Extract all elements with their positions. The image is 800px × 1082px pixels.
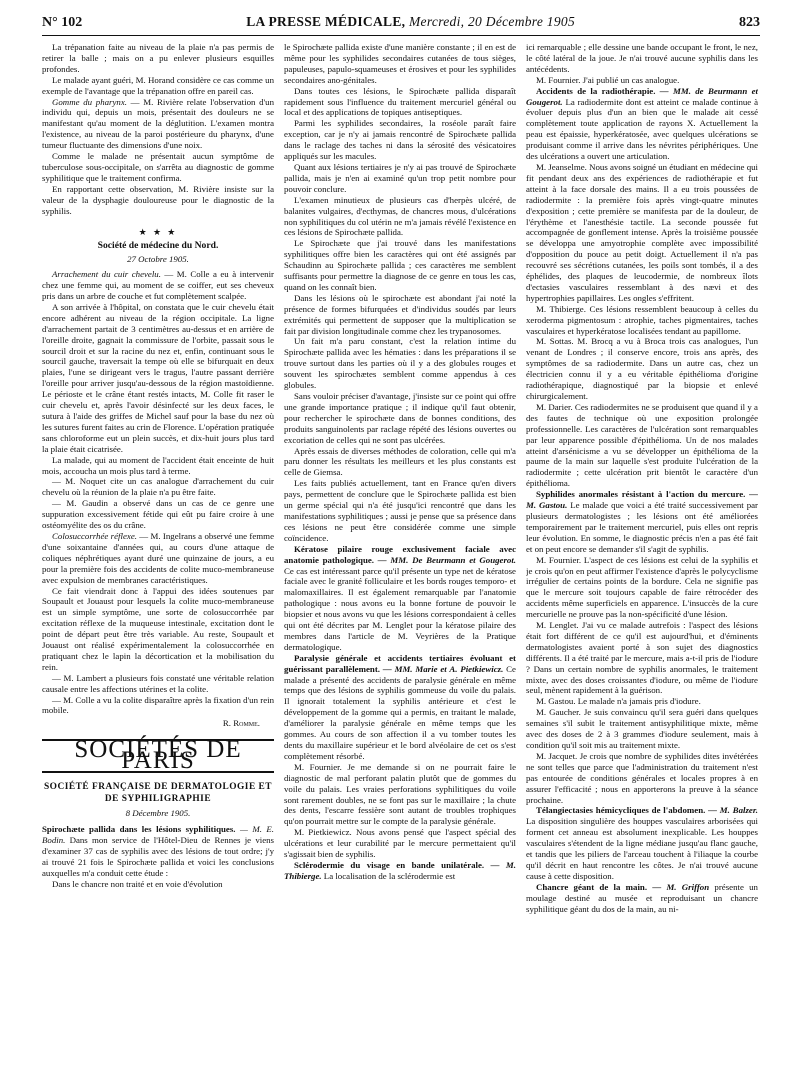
article-heading: Télangiectasies hémicycliques de l'abdomen. (536, 805, 706, 816)
article-lead: Gomme du pharynx. (52, 96, 127, 107)
paragraph: — M. Gaudin a observé dans un cas de ce genre une suppuration excessivement fétide qui eût pu faire croire à une ostéomyélite des os du crâne. (42, 498, 274, 531)
article-heading: Spirochæte pallida dans les lésions syphilitiques. (42, 824, 236, 834)
paragraph: L'examen minutieux de plusieurs cas d'herpès ulcéré, de balanites vulgaires, d'ecthymas, de chancres mous, d'ulcérations non syphilitiques du col utérin ne m'a jamais révélé l'existence en ces lésions de Spirochæte pallida. (284, 194, 516, 238)
page-number: 823 (739, 15, 760, 30)
society-date: 8 Décembre 1905. (125, 808, 191, 819)
journal-title (246, 14, 575, 30)
article-heading: Accidents de la radiothérapie. (536, 85, 656, 96)
paragraph: Dans toutes ces lésions, le Spirochæte pallida disparaît rapidement sous l'influence du traitement mercuriel général ou local et des applications de topiques antiseptiques. (284, 85, 516, 118)
column-3 (526, 42, 758, 1072)
article-heading: Kératose pilaire rouge exclusivement faciale avec anatomie pathologique. (284, 543, 516, 565)
paragraph: Comme le malade ne présentait aucun symptôme de tuberculose sous-occipitale, on s'arrêta au diagnostic de gomme syphilitique que le traitement confirma. (42, 151, 274, 183)
paragraph: Les faits publiés actuellement, tant en France qu'en divers pays, permettent de conclure que le Spirochæte pallida est bien un germe spécial qui n'a été jusqu'ici rencontré que dans les manifestations syphilitiques ; aussi je pense que sa présence dans ces lésions ne peut être considérée comme une simple coïncidence. (284, 478, 516, 543)
paragraph: M. Gastou. Le malade n'a jamais pris d'iodure. (536, 696, 701, 707)
paragraph: M. Fournier. L'aspect de ces lésions est celui de la syphilis et je crois qu'on en peut affirmer l'existence d'après le polycyclisme irrégulier de certains points de la bordure. Cela ne signifie pas que le mercure soit toujours capable de faire rétrocéder des accidents même superficiels en apparence. L'insuccès de la cure mercurielle ne prouve pas la non-spécificité d'une lésion. (526, 554, 758, 620)
paragraph: M. Jeanselme. Nous avons soigné un étudiant en médecine qui fit pendant deux ans des expériences de radiothérapie et fut atteint à la face dorsale des mains. Il a eu trois poussées de radiodermite : la première fois après vingt-quatre minutes d'exposition ; cette première se manifesta par de la douleur, de l'érythème et l'anesthésie tactile. La seconde poussée fut accompagnée de gonflement intense. Après la troisième poussée se développa une amyotrophie complète avec impossibilité d'opposition du pouce au petit doigt. Actuellement il n'a pas recouvré ses sécrétions cutanées, les poils sont tombés, il a des éphélides, des plaques de leucodermie, de nombreux îlots d'ectasies vasculaires ressemblant à des nævi et des hypertrophies papillaires. Les ongles s'effritent. (526, 161, 758, 303)
journal-name: LA PRESSE MÉDICALE, (246, 14, 406, 29)
column-2 (284, 42, 516, 1072)
paragraph: M. Fournier. J'ai publié un cas analogue. (536, 74, 680, 85)
paragraph: Sans vouloir préciser d'avantage, j'insiste sur ce point qui offre une grande importance pratique ; il indique qu'il faut obtenir, pour rechercher le spirochæte dans de bonnes conditions, des produits sanguinolents par raclage répété des lésions ouvertes ou excoriation de celles qui ne sont pas ulcérées. (284, 391, 516, 445)
paragraph: M. Gaucher. Je suis convaincu qu'il sera guéri dans quelques semaines s'il subit le traitement antisyphilitique mixte, même avec des doses de 2 à 3 grammes d'iodure seulement, mais à condition qu'il soit mis au traitement mixte. (526, 707, 758, 750)
paragraph: Arrachement du cuir chevelu. — M. Colle a eu à intervenir chez une femme qui, au moment de se coiffer, eut ses cheveux pris dans un arbre de couche et fut complètement scalpée. (42, 269, 274, 302)
article-lead: Arrachement du cuir chevelu. (52, 269, 161, 280)
article-heading: Paralysie générale et accidents tertiaires évoluant et guérissant parallèlement. (284, 652, 516, 674)
paragraph: ici remarquable ; elle dessine une bande occupant le front, le nez, le côté latéral de la joue. Je n'ai trouvé aucune syphilis dans les antécédents. (526, 42, 758, 74)
paragraph: Chancre géant de la main. — M. Griffon présente un moulage destiné au musée et reproduisant un chancre syphilitique géant du dos de la main, au ni- (526, 881, 758, 914)
paragraph: Dans le chancre non traité et en voie d'évolution (52, 878, 223, 889)
section-title: Société de médecine du Nord. (97, 240, 219, 252)
paragraph: — M. Noquet cite un cas analogue d'arrachement du cuir chevelu où la réunion de la plaie n'a pu être faite. (42, 476, 274, 498)
page-header (42, 14, 760, 36)
paragraph: Spirochæte pallida dans les lésions syphilitiques. — M. E. Bodin. Dans mon service de l'Hôtel-Dieu de Rennes je viens d'examiner 37 cas de syphilis avec des lésions de tout ordre; j'y ai trouvé 21 fois le Spirochæte pallida et voici les conclusions auxquelles m'a conduit cette étude : (42, 824, 274, 878)
paragraph: La malade, qui au moment de l'accident était enceinte de huit mois, accoucha un mois plus tard à terme. (42, 454, 274, 476)
paragraph: M. Sottas. M. Brocq a vu à Broca trois cas analogues, l'un venant de Londres ; il conserve encore, trois ans après, des symptômes de sa radiodermite. Dans un autre cas, chez un électricien connu il y a eu véritable épithélioma d'origine radiothérapique, diagnostiqué par la biopsie et enlevé chirurgicalement. (526, 336, 758, 401)
article-lead: Colosuccorrhée réflexe. (52, 530, 137, 541)
paragraph: — M. Colle a vu la colite disparaître après la fixation d'un rein mobile. (42, 694, 274, 716)
paragraph: Colosuccorrhée réflexe. — M. Ingelrans a observé une femme d'une soixantaine d'années qui, au cours d'une attaque de coliques néphrétiques ayant duré une quinzaine de jours, a eu pour la première fois des accidents de colite muco-membraneuse avec expulsion de membranes caractéristiques. (42, 530, 274, 585)
paragraph: Le malade ayant guéri, M. Horand considère ce cas comme un exemple de l'avantage que la trépanation offre en pareil cas. (42, 74, 274, 96)
paragraph: Sclérodermie du visage en bande unilatérale. — M. Thibierge. La localisation de la sclérodermie est (284, 859, 516, 881)
paragraph: Kératose pilaire rouge exclusivement faciale avec anatomie pathologique. — MM. De Beurmann et Gougerot. Ce cas est intéressant parce qu'il présente un type net de kératose faciale avec le granité folliculaire et les bords rouges temporo- et malomaxillaires. Il est également remarquable par l'anatomie pathologique : nous avons eu la bonne fortune de pouvoir le biopsier et nous avons vu que les lésions correspondaient à celles qui ont été décrites par M. Lenglet pour la kératose pilaire des membres dans l'article de M. Veyrières de la Pratique dermatologique. (284, 543, 516, 652)
paragraph: Un fait m'a paru constant, c'est la relation intime du Spirochæte pallida avec les hématies : dans les préparations il se trouve surtout dans les parties où il y a des globules rouges et souvent les spirochætes semblent comme appendus à ces globules. (284, 336, 516, 391)
paragraph: M. Pietkiewicz. Nous avons pensé que l'aspect spécial des ulcérations et leur curabilité par le mercure permettaient qu'il s'agissait bien de syphilis. (284, 827, 516, 860)
paragraph: En rapportant cette observation, M. Rivière insiste sur la valeur de la dysphagie douloureuse pour le diagnostic de la syphilis. (42, 183, 274, 216)
paragraph: M. Jacquet. Je crois que nombre de syphilides dites invétérées ne sont telles que parce que l'administration du traitement n'est pas entourée de conditions générales et locales propres à en assurer l'efficacité ; nous en apporterons la preuve à la séance prochaine. (526, 750, 758, 805)
section-date: 27 Octobre 1905. (127, 254, 189, 265)
paragraph: Dans les lésions où le spirochæte est abondant j'ai noté la présence de formes bifurquées et d'individus soudés par leurs extrémités qui permettent de supposer que la multiplication se fait par division longitudinale comme chez les trypanosomes. (284, 292, 516, 336)
article-heading: Sclérodermie du visage en bande unilatérale. (294, 859, 485, 870)
paragraph: — M. Lambert a plusieurs fois constaté une véritable relation causale entre les affections utérines et la colite. (42, 672, 274, 694)
paragraph: M. Thibierge. Ces lésions ressemblent beaucoup à celles du xeroderma pigmentosum : atrophie, taches pigmentaires, taches vasculaires et hyperkératose localisées tendant au papillome. (526, 303, 758, 336)
paragraph: Parmi les syphilides secondaires, la roséole paraît faire exception, car je n'y ai jamais rencontré de Spirochæte pallida dans le raclage des taches ni dans la sérosité des vésicatoires appliqués sur les macules. (284, 118, 516, 162)
paragraph: Accidents de la radiothérapie. — MM. de Beurmann et Gougerot. La radiodermite dont est atteint ce malade continue à évoluer depuis plus d'un an bien que le malade ait cessé complètement toute application de rayons X. Actuellement la peau est épaissie, hyperkératosée, avec quelques ulcérations se produisant comme il arrive dans les névrites périphériques. Une des ulcérations a ouvert une articulation. (526, 85, 758, 162)
paragraph: Paralysie générale et accidents tertiaires évoluant et guérissant parallèlement. — MM. Marie et A. Pietkiewicz. Ce malade a présenté des accidents de paralysie générale en même temps que des lésions de syphilis gommeuse du voile du palais. Il ignorait totalement la syphilis antérieure et c'est le développement de la gomme qui a permis, en traitant le malade, d'améliorer la paralysie générale en même temps que les gommes. Au cours de son affection il a vu tomber toutes les dents du maxillaire supérieur et le bord alvéolaire de cet os s'est complètement résorbé. (284, 652, 516, 761)
signature: R. Romme. (222, 718, 260, 729)
issue-date: Mercredi, 20 Décembre 1905 (409, 14, 576, 29)
columns (42, 42, 760, 1072)
paragraph: M. Fournier. Je me demande si on ne pourrait faire le diagnostic de mal perforant palatin plutôt que de gommes du voile du palais. Les vraies perforations syphilitiques du voile sont rarement doubles, ne se font pas sur le maxillaire ; la chute des dents, l'escarre fessière sont autant de troubles trophiques qu'on pourrait mettre sur le compte de la paralysie générale. (284, 761, 516, 827)
article-heading: Syphilides anormales résistant à l'action du mercure. (536, 489, 746, 500)
paragraph: Le Spirochæte que j'ai trouvé dans les manifestations syphilitiques offre bien les caractères qui ont été assignés par Schaudinn au Spirochæte pallida ; ces caractères me semblent suffisants pour permettre la diagnose de ce genre en tous les cas, quand on les connaît bien. (284, 238, 516, 292)
societes-de-paris-banner: SOCIÉTÉS DE PARIS (42, 739, 274, 773)
paragraph: le Spirochæte pallida existe d'une manière constante ; il en est de même pour les syphilides secondaires cutanées de tous sièges, papuleuses, papulo-squameuses et érosives et pour les syphilides secondaires ano-génitales. (284, 42, 516, 85)
paragraph: M. Darier. Ces radiodermites ne se produisent que quand il y a des fautes de technique où une exposition prolongée professionnelle. Les caractères de l'ulcération sont remarquables par leur apparence possible d'épithélioma. Un de nos malades atteint d'arsénicisme a vu se développer un épithélioma de la paume de la main sur laquelle s'est produite l'ulcération de la radiodermite ; cette ulcération prit bientôt le caractère d'un épithélioma. (526, 401, 758, 489)
paragraph: La trépanation faite au niveau de la plaie n'a pas permis de retirer la balle ; mais on a pu enlever plusieurs esquilles profondes. (42, 42, 274, 74)
paragraph: M. Lenglet. J'ai vu ce malade autrefois : l'aspect des lésions était fort différent de ce qu'il est aujourd'hui, et d'éminents dermatologistes avaient porté à son sujet des diagnostics différents. Il a été traité par le mercure, mais a-t-il pris de l'iodure ? Dans un certain nombre de syphilis anormales, le traitement mixte, avec des doses croissantes d'iodure, ou même de l'iodure seul, mènent rapidement à la guérison. (526, 620, 758, 696)
paragraph: Gomme du pharynx. — M. Rivière relate l'observation d'un individu qui, depuis un mois, présentait des douleurs ne se manifestant qu'au moment de la déglutition. L'examen montra l'existence, au niveau de la paroi postérieure du pharynx, d'une tumeur fluctuante des dimensions d'une noix. (42, 96, 274, 151)
issue-number: N° 102 (42, 15, 83, 30)
society-name: SOCIÉTÉ FRANÇAISE DE DERMATOLOGIE ET DE SYPHILIGRAPHIE (43, 782, 273, 805)
paragraph: Ce fait viendrait donc à l'appui des idées soutenues par Soupault et Jouaust pour lesquels la colite muco-membraneuse est un simple symptôme, une sorte de colosuccorrhée par excitation réflexe de la muqueuse intestinale, excitation dont le point de départ peut être très variable. Au reste, Soupault et Jouaust ont réalisé expérimentalement la colosuccorrhée en pratiquant chez le lapin la décortication et la mobilisation du rein. (42, 585, 274, 672)
paragraph: Syphilides anormales résistant à l'action du mercure. — M. Gastou. Le malade que voici a été traité successivement par plusieurs dermatologistes ; les lésions ont été améliorées temporairement par le traitement mercuriel, puis elles ont repris leur évolution. En somme, le diagnostic précis n'en a pas été fait et on peut encore se demander s'il s'agit de syphilis. (526, 489, 758, 554)
article-heading: Chancre géant de la main. (536, 881, 648, 892)
paragraph: A son arrivée à l'hôpital, on constata que le cuir chevelu était encore adhérent au niveau de la région occipitale. La ligne d'arrachement partait de 3 centimètres au-dessus et en arrière de l'oreille droite, gagnait la commissure de l'orbite, passait sous le sourcil droit et sur la racine du nez et, enfin, continuant sous le sourcil gauche, traversait la tempe où elle se bifurquait en deux plaies, l'une se dirigeant vers le tragus, l'autre passant derrière l'oreille pour arriver jusqu'au-dessous de la région mastoïdienne. Le périoste et le crâne étant restés intacts, M. Colle fit raser le cuir chevelu et, après l'avoir désinfecté sur les deux faces, le sutura à l'aide des griffes de Michel sauf pour la base du nez où les sutures furent faites au crin de Florence. L'opération pratiquée sans chloroforme eut un plein succès, et dix-huit jours plus tard la plaie était cicatrisée. (42, 301, 274, 454)
column-1 (42, 42, 274, 1072)
paragraph: Télangiectasies hémicycliques de l'abdomen. — M. Balzer. La disposition singulière des houppes vasculaires arborisées qui forment cet anneau est absolument inexplicable. Les houppes vasculaires s'étendent de la ligne médiane jusqu'au flanc gauche, et tandis que les piliers de l'arceau touchent à l'iliaque la courbe qu'il décrit en haut rencontre les côtes. Je n'ai trouvé aucune cause à cette disposition. (526, 805, 758, 881)
section-divider-stars: ★ ★ ★ (138, 226, 178, 237)
paragraph: Quant aux lésions tertiaires je n'y ai pas trouvé de Spirochæte pallida, mais je n'en ai examiné qu'un trop petit nombre pour pouvoir conclure. (284, 161, 516, 194)
paragraph: Après essais de diverses méthodes de coloration, celle qui m'a paru donner les résultats les meilleurs et les plus constants est celle de Giemsa. (284, 445, 516, 478)
